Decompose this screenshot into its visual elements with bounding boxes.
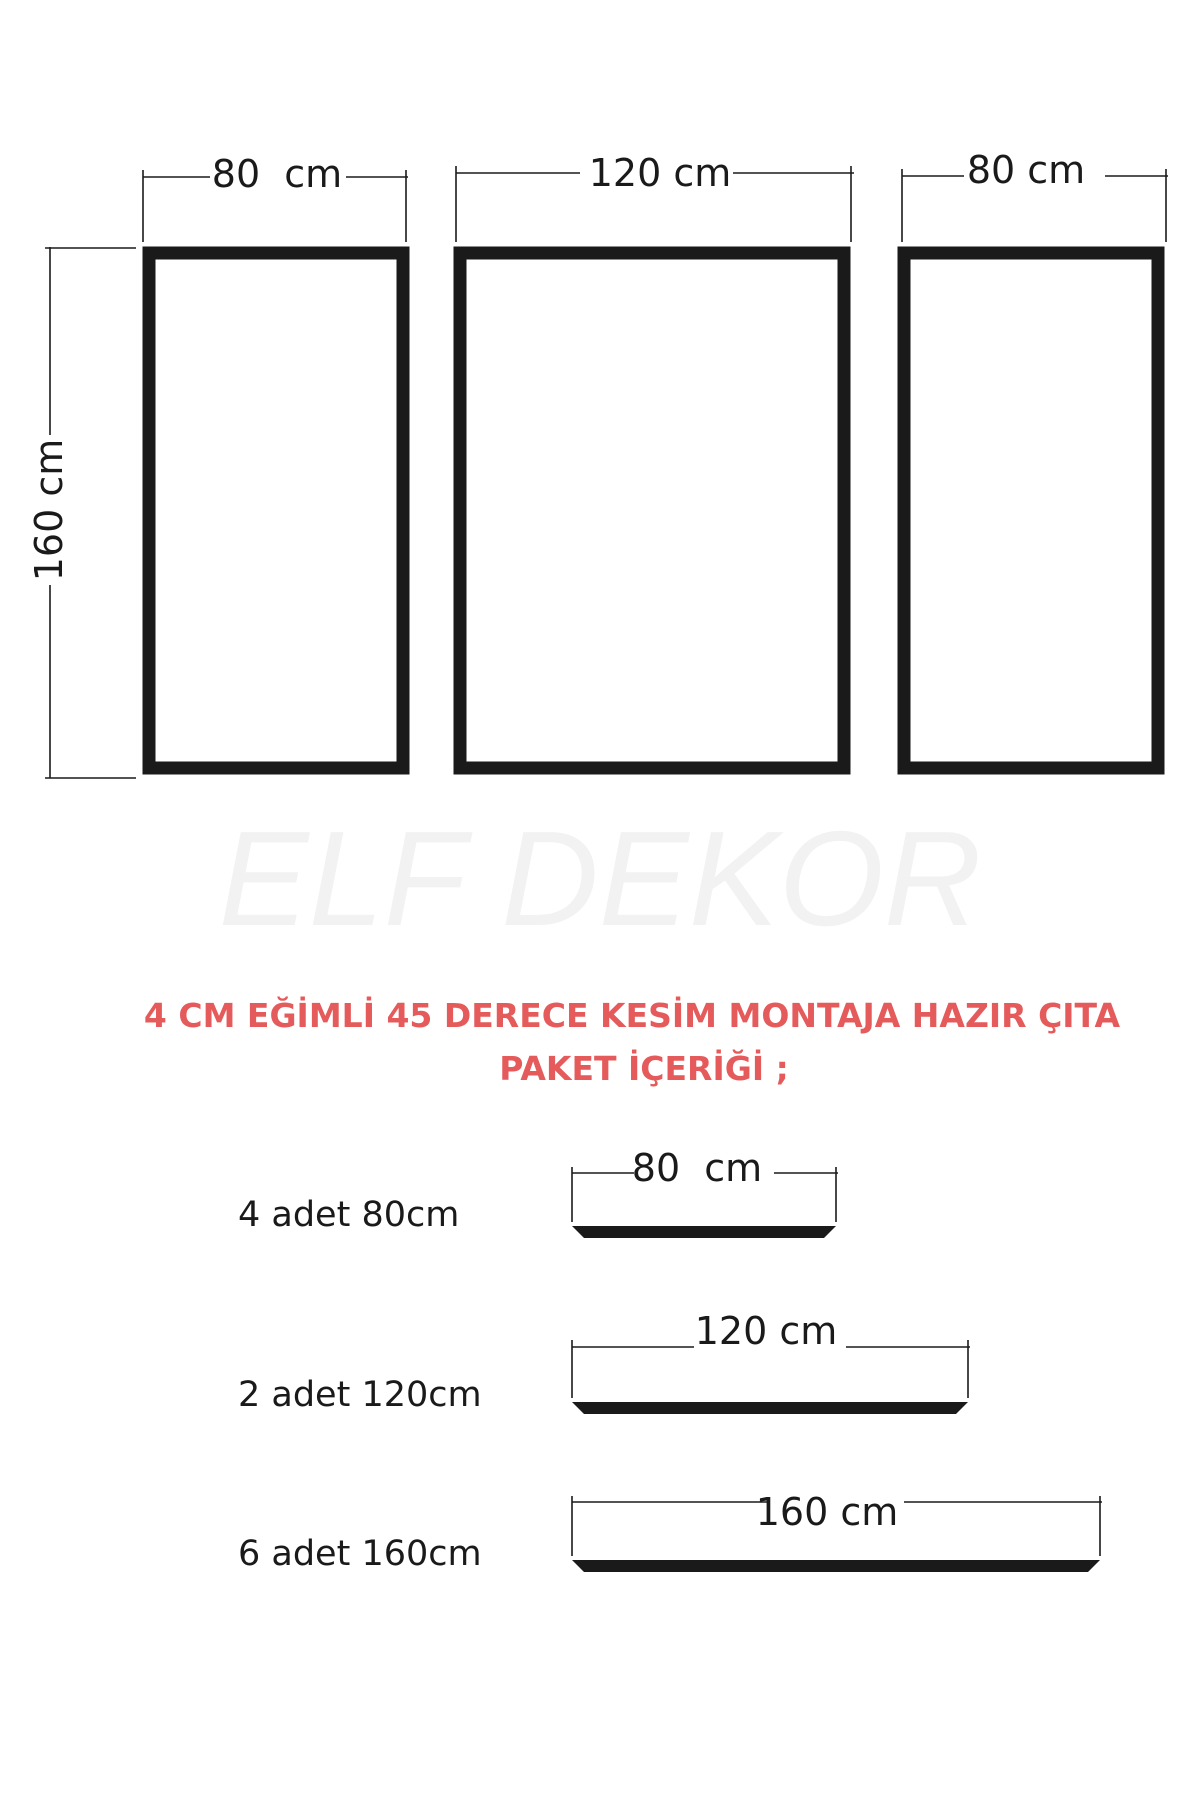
heading-line-1: 4 CM EĞİMLİ 45 DERECE KESİM MONTAJA HAZIR ÇITA xyxy=(143,996,1121,1035)
length-label: 160 cm xyxy=(755,1490,899,1534)
width-dimension-center xyxy=(456,151,854,242)
frame-rect-right xyxy=(904,253,1158,768)
length-label: 120 cm xyxy=(694,1309,838,1353)
frame-panel-left xyxy=(149,253,403,768)
frame-rect-left xyxy=(149,253,403,768)
watermark: ELF DEKOR xyxy=(218,803,982,954)
height-dimension xyxy=(27,247,136,778)
molding-strip xyxy=(572,1402,968,1414)
molding-strip xyxy=(572,1560,1100,1572)
width-label-right: 80 cm xyxy=(966,148,1086,192)
width-label-center: 120 cm xyxy=(588,151,732,195)
width-dimension-left xyxy=(143,152,408,242)
frame-panel-right xyxy=(904,253,1158,768)
frame-panel-center xyxy=(460,253,844,768)
package-item xyxy=(238,1146,838,1238)
width-label-left: 80 cm xyxy=(211,152,343,196)
heading-line-2: PAKET İÇERİĞİ ; xyxy=(499,1049,789,1088)
height-label: 160 cm xyxy=(27,438,71,582)
quantity-label: 2 adet 120cm xyxy=(238,1375,482,1415)
quantity-label: 4 adet 80cm xyxy=(238,1195,460,1235)
quantity-label: 6 adet 160cm xyxy=(238,1534,482,1574)
molding-strip xyxy=(572,1226,836,1238)
package-item xyxy=(238,1309,970,1415)
width-dimension-right xyxy=(902,148,1168,242)
frame-rect-center xyxy=(460,253,844,768)
package-item xyxy=(238,1490,1102,1574)
length-label: 80 cm xyxy=(631,1146,763,1190)
